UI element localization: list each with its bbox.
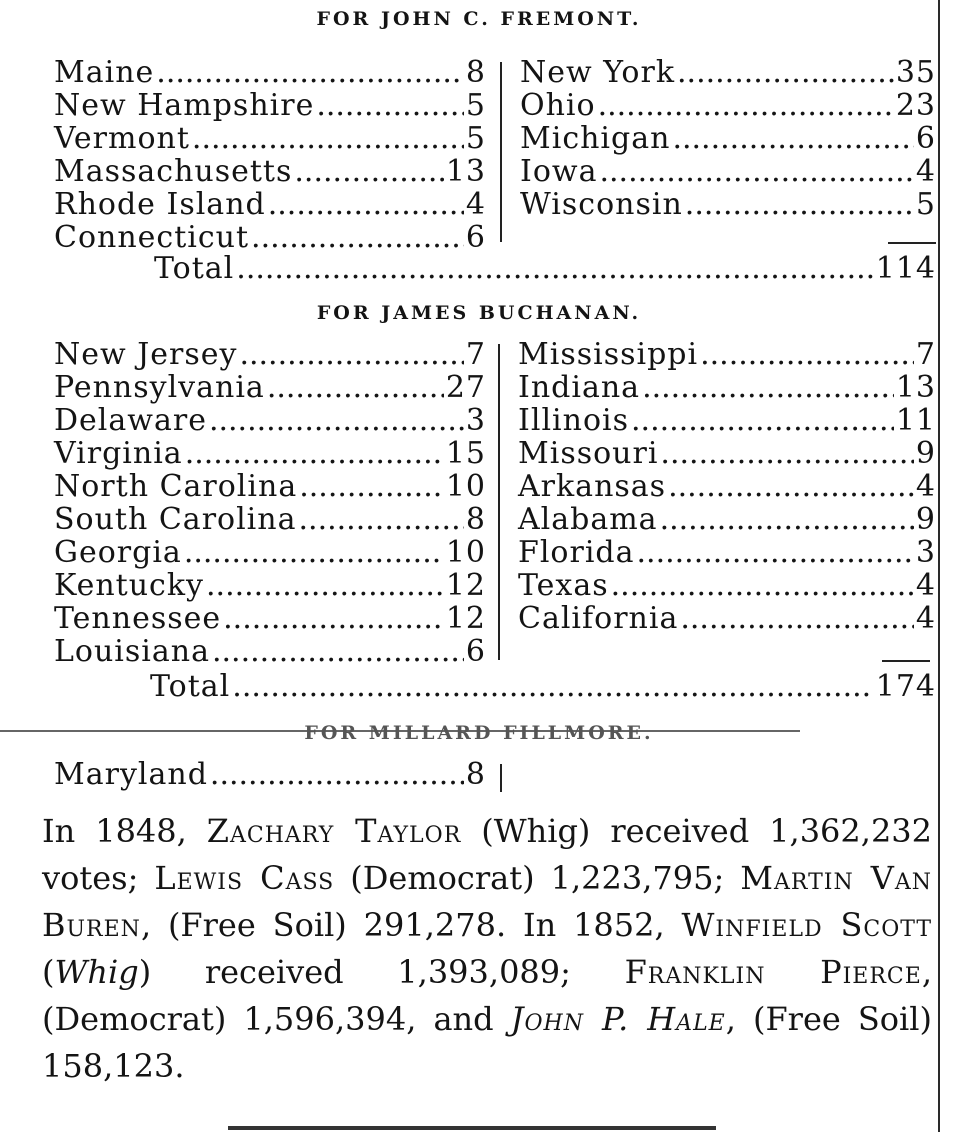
leader-dots [631, 404, 894, 437]
state-row [54, 569, 486, 602]
leader-dots [294, 155, 443, 188]
buchanan-sum-rule [882, 660, 930, 662]
state-name: Ohio [520, 88, 596, 123]
state-row [54, 437, 486, 470]
electoral-votes: 6 [465, 220, 486, 255]
leader-dots [611, 569, 914, 602]
state-name: Alabama [518, 502, 658, 537]
state-row [54, 155, 486, 188]
state-name: Texas [518, 568, 609, 603]
buchanan-total-value: 174 [875, 669, 936, 704]
state-row [54, 188, 486, 221]
leader-dots [268, 188, 464, 221]
state-row [54, 635, 486, 668]
electoral-votes: 3 [915, 535, 936, 570]
paragraph-text: , (Free Soil) 291,278. In 1852, [140, 906, 682, 944]
leader-dots [660, 437, 913, 470]
candidate-name-scott: Winfield Scott [681, 906, 933, 944]
candidate-name-cass: Lewis Cass [154, 859, 335, 897]
paragraph-text: , (Democrat) 1,596,394, and [42, 953, 932, 1038]
state-name: Mississippi [518, 337, 699, 372]
candidate-name-hale: John P. Hale [510, 1000, 726, 1038]
state-row [54, 758, 486, 791]
leader-dots [232, 670, 873, 703]
electoral-votes: 6 [465, 634, 486, 669]
electoral-votes: 3 [465, 403, 486, 438]
leader-dots [206, 569, 444, 602]
state-row [518, 536, 936, 569]
state-row [54, 536, 486, 569]
bottom-rule [228, 1126, 716, 1130]
state-name: Maine [54, 55, 155, 90]
fremont-total-value: 114 [875, 251, 936, 286]
leader-dots [212, 635, 464, 668]
state-name: Iowa [520, 154, 598, 189]
electoral-votes: 12 [445, 601, 486, 636]
state-row [520, 155, 936, 188]
state-name: Vermont [54, 121, 190, 156]
state-name: Michigan [520, 121, 671, 156]
electoral-votes: 6 [915, 121, 936, 156]
state-name: Indiana [518, 370, 641, 405]
electoral-votes: 5 [465, 121, 486, 156]
leader-dots [668, 470, 914, 503]
paragraph-text: ( [42, 953, 55, 991]
fillmore-column-separator [500, 764, 502, 792]
leader-dots [267, 371, 444, 404]
fremont-total-label: Total [154, 251, 235, 286]
electoral-votes: 15 [445, 436, 486, 471]
fremont-heading: FOR JOHN C. FREMONT. [316, 8, 642, 30]
state-name: Missouri [518, 436, 659, 471]
fremont-sum-rule [888, 242, 936, 244]
paragraph-text: In 1848, [42, 812, 207, 850]
state-row [54, 371, 486, 404]
state-row [518, 569, 936, 602]
electoral-votes: 27 [445, 370, 486, 405]
leader-dots [680, 602, 914, 635]
state-row [54, 404, 486, 437]
leader-dots [236, 252, 873, 285]
state-name: Georgia [54, 535, 182, 570]
paragraph-text: , (Free Soil) 158,123. [42, 1000, 933, 1085]
electoral-votes: 12 [445, 568, 486, 603]
state-name: Maryland [54, 757, 208, 792]
electoral-votes: 4 [915, 154, 936, 189]
state-name: New Jersey [54, 337, 238, 372]
electoral-votes: 10 [445, 535, 486, 570]
state-name: North Carolina [54, 469, 298, 504]
state-row [518, 470, 936, 503]
state-row [520, 89, 936, 122]
state-name: Virginia [54, 436, 183, 471]
electoral-votes: 7 [465, 337, 486, 372]
buchanan-total-label: Total [150, 669, 231, 704]
fremont-total-row [154, 252, 936, 285]
buchanan-column-separator [498, 344, 500, 660]
paragraph-text: (Democrat) 1,223,795; [334, 859, 741, 897]
fillmore-heading: FOR MILLARD FILLMORE. [304, 722, 654, 744]
electoral-votes: 4 [915, 601, 936, 636]
candidate-name-pierce: Franklin Pierce [624, 953, 922, 991]
leader-dots [192, 122, 464, 155]
state-row [54, 56, 486, 89]
state-name: Delaware [54, 403, 207, 438]
leader-dots [599, 155, 913, 188]
state-row [54, 602, 486, 635]
electoral-votes: 7 [915, 337, 936, 372]
leader-dots [185, 437, 444, 470]
electoral-votes: 4 [915, 568, 936, 603]
party-name-whig: Whig [54, 953, 139, 991]
state-row [520, 56, 936, 89]
buchanan-total-row [150, 670, 936, 703]
electoral-votes: 9 [915, 502, 936, 537]
leader-dots [209, 404, 464, 437]
buchanan-right-column [518, 338, 936, 635]
page-right-rule [938, 0, 940, 1132]
leader-dots [299, 503, 464, 536]
state-row [54, 89, 486, 122]
leader-dots [672, 122, 913, 155]
leader-dots [637, 536, 914, 569]
state-name: Illinois [518, 403, 630, 438]
fremont-left-column [54, 56, 486, 254]
state-name: South Carolina [54, 502, 297, 537]
state-name: Massachusetts [54, 154, 293, 189]
electoral-votes: 23 [895, 88, 936, 123]
electoral-votes: 8 [465, 502, 486, 537]
state-name: Pennsylvania [54, 370, 265, 405]
state-row [54, 221, 486, 254]
electoral-votes: 13 [445, 154, 486, 189]
state-name: New Hampshire [54, 88, 315, 123]
state-name: Arkansas [518, 469, 667, 504]
paragraph-text: (Whig) received 1,362,232 votes; [42, 812, 933, 897]
fillmore-column [54, 758, 486, 791]
leader-dots [642, 371, 894, 404]
leader-dots [184, 536, 444, 569]
state-name: California [518, 601, 679, 636]
electoral-votes: 13 [895, 370, 936, 405]
leader-dots [677, 56, 894, 89]
state-row [54, 503, 486, 536]
candidate-name-taylor: Zachary Taylor [206, 812, 462, 850]
electoral-votes: 5 [915, 187, 936, 222]
electoral-votes: 4 [915, 469, 936, 504]
state-name: Connecticut [54, 220, 250, 255]
candidate-name-van-buren: Martin Van Buren [42, 859, 933, 944]
leader-dots [251, 221, 464, 254]
state-row [518, 404, 936, 437]
state-name: Louisiana [54, 634, 210, 669]
leader-dots [299, 470, 444, 503]
state-row [518, 371, 936, 404]
leader-dots [316, 89, 464, 122]
leader-dots [156, 56, 464, 89]
electoral-votes: 11 [895, 403, 936, 438]
state-name: Tennessee [54, 601, 222, 636]
electoral-votes: 8 [465, 757, 486, 792]
state-name: Kentucky [54, 568, 204, 603]
state-row [54, 338, 486, 371]
buchanan-left-column [54, 338, 486, 668]
state-row [518, 338, 936, 371]
electoral-votes: 9 [915, 436, 936, 471]
leader-dots [598, 89, 894, 122]
electoral-votes: 4 [465, 187, 486, 222]
leader-dots [239, 338, 463, 371]
state-name: Florida [518, 535, 635, 570]
state-row [520, 188, 936, 221]
leader-dots [700, 338, 914, 371]
state-row [54, 122, 486, 155]
election-history-paragraph [42, 808, 932, 1090]
buchanan-heading: FOR JAMES BUCHANAN. [316, 302, 642, 324]
paragraph-text: ) received 1,393,089; [138, 953, 625, 991]
fremont-column-separator [500, 62, 502, 242]
electoral-votes: 8 [465, 55, 486, 90]
electoral-votes: 5 [465, 88, 486, 123]
electoral-votes: 10 [445, 469, 486, 504]
electoral-votes: 35 [895, 55, 936, 90]
leader-dots [210, 758, 464, 791]
state-name: Wisconsin [520, 187, 683, 222]
state-row [518, 503, 936, 536]
leader-dots [660, 503, 914, 536]
fremont-right-column [520, 56, 936, 221]
state-row [518, 602, 936, 635]
state-name: New York [520, 55, 675, 90]
state-row [520, 122, 936, 155]
leader-dots [223, 602, 444, 635]
state-name: Rhode Island [54, 187, 266, 222]
state-row [54, 470, 486, 503]
leader-dots [685, 188, 914, 221]
state-row [518, 437, 936, 470]
